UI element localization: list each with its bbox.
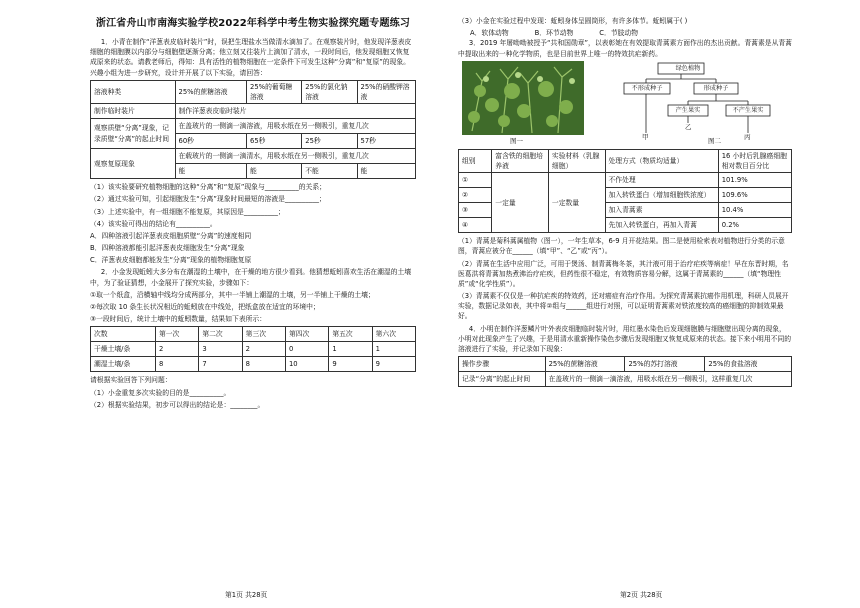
tree-leaf-yi: 乙: [685, 122, 692, 131]
q2-sub3: （3）小金在实验过程中发现：蚯蚓身体呈圆筒形，有许多体节。蚯蚓属于( ): [458, 17, 688, 25]
q1-cell: 制作洋葱表皮临时装片: [175, 104, 416, 119]
q2-cell: 第六次: [372, 327, 415, 342]
q2-sub2: （2）根据实验结果，初步可以得出的结论是：________。: [90, 400, 265, 409]
q2-cell: 第三次: [242, 327, 285, 342]
q1-cell: 25%的硝酸钾溶液: [357, 80, 416, 103]
page-title: 浙江省舟山市南海实验学校2022年科学中考生物实验探究题专题练习: [95, 18, 411, 29]
q2-cell: 9: [372, 357, 415, 372]
q1-cell: 25%的蔗糖溶液: [175, 80, 247, 103]
q1-cell: 57秒: [357, 134, 416, 149]
q3-cell: 先加入转铁蛋白，再加入青蒿: [605, 218, 718, 233]
q3-cell: 0.2%: [718, 218, 791, 233]
q3-cell: 加入转铁蛋白（增加细胞铁浓度）: [605, 188, 718, 203]
q3-cell: 实验材料（乳腺细胞）: [548, 149, 605, 172]
q2-option-a: A．软体动物: [470, 29, 509, 38]
q1-cell: 在载玻片的一侧滴一滴清水，用吸水纸在另一侧吸引，重复几次: [175, 149, 416, 164]
q1-cell: 制作临时装片: [91, 104, 176, 119]
page-footer-left: 第1页 共28页: [225, 590, 268, 599]
q4-cell: 记录“分离”的起止时间: [459, 372, 546, 387]
q3-cell: 富含铁的细胞培养液: [492, 149, 549, 172]
q3-cell: 一定量: [492, 173, 549, 233]
q2-cell: 第二次: [199, 327, 242, 342]
q1-cell: 能: [175, 164, 247, 179]
tree-leaf-bing: 丙: [744, 132, 751, 141]
q4-cell: 操作步骤: [459, 357, 546, 372]
q1-cell: 65秒: [247, 134, 302, 149]
q1-cell: 不能: [302, 164, 357, 179]
q3-sub1: （1）青蒿是菊科蒿属植物（图一），一年生草本，6-9 月开花结果。图二是使用检索表对植物进行分类的示意图，青蒿应被分在______（填“甲”、“乙”或“丙”）。: [458, 237, 785, 256]
tree-no-seed-label: 不形成种子: [631, 84, 663, 92]
q4-cell: 在盖玻片的一侧滴一滴溶液，用吸水纸在另一侧吸引，这样重复几次: [545, 372, 791, 387]
q1-option-a: A．四种溶液引起洋葱表皮细胞质壁“分离”的速度相同: [90, 231, 252, 240]
q4-cell: 25%的蔗糖溶液: [545, 357, 625, 372]
q2-cell: 干燥土壤/条: [91, 342, 156, 357]
tree-no-fruit-label: 不产生果实: [732, 106, 764, 114]
q1-cell: 25%的葡萄糖溶液: [247, 80, 302, 103]
q3-cell: 10.4%: [718, 203, 791, 218]
q2-step3: ③一段时间后，统计土壤中的蚯蚓数量，结果如下表所示：: [90, 315, 267, 324]
q2-cell: 第一次: [156, 327, 199, 342]
q3-cell: 16 小时后乳腺癌细胞相对数目百分比: [718, 149, 791, 172]
q2-cell: 第五次: [329, 327, 372, 342]
q1-table: [90, 80, 416, 179]
q1-cell: 60秒: [175, 134, 247, 149]
q4-intro: 4．小明在制作洋葱鳞片叶外表皮细胞临时装片时，用红墨水染色后发现细胞膜与细胞壁出现分离的现象，小明对此现象产生了兴趣，于是用清水重新操作染色步骤后发现细胞又恢复成原来的状态。接下来小明用不同的溶液进行了实验，并记录如下现象：: [458, 324, 792, 353]
fig1-label: 图一: [510, 136, 523, 145]
q2-cell: 0: [285, 342, 328, 357]
q3-table: [458, 149, 792, 233]
q3-intro: 3．2019 年屠呦呦被授予“共和国勋章”，以表彰她在有效提取青蒿素方面作出的杰出贡献。青蒿素是从青蒿中提取出来的一种化学物质，也是目前世界上唯一的特效抗疟新药。: [458, 39, 792, 58]
tree-seed-label: 形成种子: [703, 84, 729, 92]
q1-cell: 25%的氯化钠溶液: [302, 80, 357, 103]
q2-step2: ②每次取 10 条生长状况相近的蚯蚓放在中线处，把纸盒放在适宜的环境中；: [90, 303, 320, 311]
q4-table: [458, 356, 792, 387]
q3-cell: 加入青蒿素: [605, 203, 718, 218]
q2-cell: 2: [242, 342, 285, 357]
q1-cell: 能: [247, 164, 302, 179]
q4-cell: 25%的食盐溶液: [705, 357, 792, 372]
q1-cell: 观察复原现象: [91, 149, 176, 179]
q2-options: [458, 28, 792, 38]
q1-sub1: （1）该实验要研究植物细胞的这种“分离”和“复原”现象与__________的关系；: [90, 183, 326, 192]
q4-cell: 25%的苏打溶液: [625, 357, 705, 372]
q1-option-b: B．四种溶液都能引起洋葱表皮细胞发生“分离”现象: [90, 244, 245, 253]
q2-sub1: （1）小金重复多次实验的目的是__________。: [90, 388, 231, 397]
q3-cell: 不作处理: [605, 173, 718, 188]
q2-cell: 8: [242, 357, 285, 372]
q2-cell: 次数: [91, 327, 156, 342]
q2-cell: 3: [199, 342, 242, 357]
q1-sub3: （3）上述实验中，有一组细胞不能复原，其原因是__________；: [90, 207, 285, 216]
q1-intro: 1．小青在制作“洋葱表皮临时装片”时，误把生理盐水当做清水滴加了。在观察装片时，他发现洋葱表皮细胞的细胞膜以内部分与细胞壁逐渐分离；他立刻又往装片上滴加了清水，一段时间后，他发现细胞又恢复成原来的状态。请教老师后，得知：具有活性的植物细胞在一定条件下可发生这种“分离”和“复原”的现象。兴趣小组为进一步研究，设计并开展了以下实验，请回答：: [90, 38, 412, 77]
q3-cell: 处理方式（物质均适量）: [605, 149, 718, 172]
q3-cell: ②: [459, 188, 492, 203]
q2-cell: 1: [372, 342, 415, 357]
right-column: [430, 0, 860, 608]
fig2-label: 图二: [708, 136, 721, 145]
q2-cell: 8: [156, 357, 199, 372]
q2-cell: 第四次: [285, 327, 328, 342]
q2-cell: 2: [156, 342, 199, 357]
q3-cell: 101.9%: [718, 173, 791, 188]
q3-cell: 109.6%: [718, 188, 791, 203]
q3-cell: ④: [459, 218, 492, 233]
q1-cell: 25秒: [302, 134, 357, 149]
tree-fruit-label: 产生果实: [675, 106, 701, 114]
q1-option-c: C．洋葱表皮细胞都能发生“分离”现象的植物细胞复原: [90, 256, 252, 265]
q1-sub4: （4）该实验可得出的结论有__________。: [90, 219, 217, 228]
q2-step1: ①取一个纸盒，沿横轴中线均分成两部分，其中一半铺上潮湿的土壤，另一半铺上干燥的土壤；: [90, 290, 375, 299]
q2-cell: 潮湿土壤/条: [91, 357, 156, 372]
q2-option-b: B．环节动物: [534, 29, 574, 38]
q3-cell: 一定数量: [548, 173, 605, 233]
q2-cell: 1: [329, 342, 372, 357]
q1-cell: 观察质壁“分离”现象，记录质壁“分离”的起止时间: [91, 119, 176, 149]
q3-sub3: （3）青蒿素不仅仅是一种抗疟疾的特效药，还对癌症有治疗作用。为探究青蒿素抗癌作用机理，科研人员展开实验，数据记录如表，其中将②组与______组进行对照，可以证明青蒿素对铁浓度较高的癌细胞的抑制效果最好。: [458, 292, 789, 321]
q3-sub2: （2）青蒿在生活中应用广泛，可用于煲汤、制青蒿梅冬茶，其汁液可用于治疗疟疾等病症！早在东晋时期，名医葛洪将青蒿加热煮沸治疗疟疾，但药性很不稳定，有效物质容易分解，这属于青蒿素的______（填“物理性质”或“化学性质”）。: [458, 259, 789, 288]
q3-figures: [458, 61, 792, 147]
q2-option-c: C．节肢动物: [599, 29, 639, 38]
q1-cell: 能: [357, 164, 416, 179]
q2-cell: 7: [199, 357, 242, 372]
tree-leaf-jia: 甲: [642, 132, 649, 141]
q3-cell: ①: [459, 173, 492, 188]
q2-prompt: 请根据实验回答下列问题：: [90, 376, 172, 385]
page-footer-right: 第2页 共28页: [620, 590, 663, 599]
q1-sub2: （2）通过实验可知，引起细胞发生“分离”现象时间最短的溶液是__________；: [90, 195, 326, 204]
q1-cell: 溶液种类: [91, 80, 176, 103]
q1-cell: 在盖玻片的一侧滴一滴溶液，用吸水纸在另一侧吸引，重复几次: [175, 119, 416, 134]
q3-cell: 组别: [459, 149, 492, 172]
q2-cell: 9: [329, 357, 372, 372]
q2-table: [90, 326, 416, 372]
q2-intro: 2．小金发现蚯蚓大多分布在潮湿的土壤中，在干燥的地方很少看到。他猜想蚯蚓喜欢生活在潮湿的土壤中，为了验证猜想，小金展开了探究实验，步骤如下：: [90, 268, 412, 287]
tree-root-label: 绿色植物: [675, 64, 701, 72]
q3-cell: ③: [459, 203, 492, 218]
artemisia-plant-photo: [462, 61, 584, 147]
q2-cell: 10: [285, 357, 328, 372]
